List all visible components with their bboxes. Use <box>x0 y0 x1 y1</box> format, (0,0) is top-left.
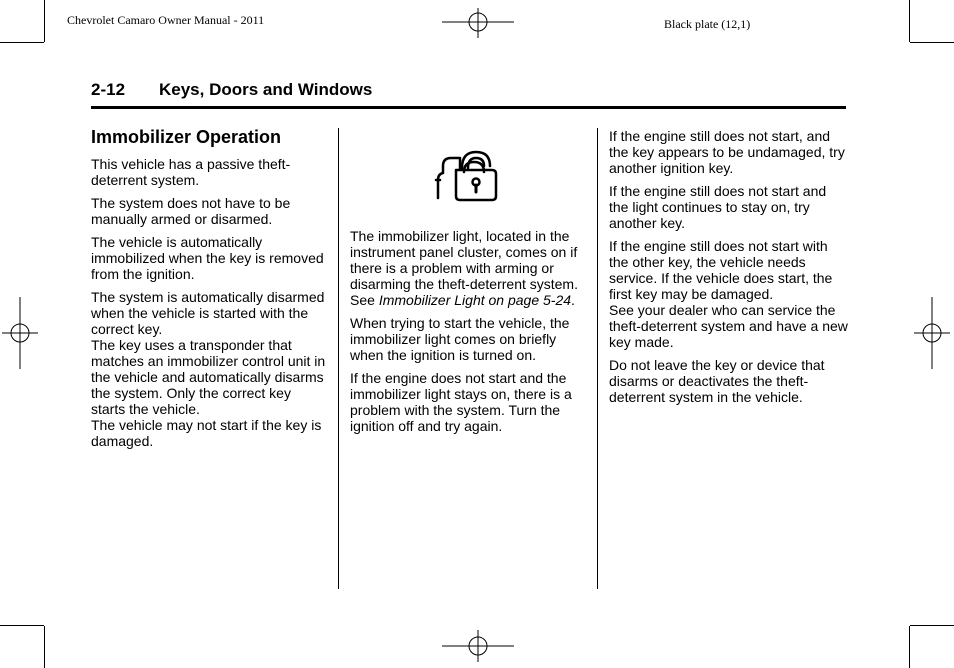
immobilizer-light-icon <box>434 148 500 202</box>
paragraph-part: The key uses a transponder that matches an immobilizer control unit in the vehicle and automatically disarms the system. Only the correct key starts the vehicle. <box>91 337 326 417</box>
paragraph: Do not leave the key or device that disarms or deactivates the theft-deterrent system in the vehicle. <box>609 357 825 405</box>
crop-mark-tr-h <box>910 42 954 43</box>
registration-mark-right <box>914 297 950 369</box>
registration-mark-left <box>2 297 38 369</box>
manual-title: Chevrolet Camaro Owner Manual - 2011 <box>67 13 265 27</box>
paragraph-text: The immobilizer light, located in the instrument panel cluster, comes on if there is a problem with arming or disarming the theft-deterrent system. See <box>350 228 578 308</box>
paragraph <box>350 228 586 308</box>
paragraph: If the engine does not start and the immobilizer light stays on, there is a problem with the system. Turn the ignition off and try again. <box>350 370 572 434</box>
paragraph-part: If the engine still does not start with the other key, the vehicle needs service. If the vehicle does start, the first key may be damaged. <box>609 238 833 302</box>
column-2 <box>350 130 586 441</box>
crop-mark-bl-v <box>44 626 45 668</box>
paragraph: The system does not have to be manually armed or disarmed. <box>91 195 291 227</box>
paragraph: The vehicle is automatically immobilized when the key is removed from the ignition. <box>91 234 324 282</box>
registration-mark-bottom <box>442 630 514 662</box>
crop-mark-br-h <box>910 625 954 626</box>
column-divider-1 <box>338 128 339 589</box>
paragraph: If the engine still does not start, and the key appears to be undamaged, try another ignition key. <box>609 128 845 176</box>
column-3 <box>609 128 849 412</box>
section-number: 2-12 <box>91 80 126 99</box>
paragraph-part: The system is automatically disarmed when the vehicle is started with the correct key. <box>91 289 325 337</box>
crop-mark-br-v <box>909 626 910 668</box>
crop-mark-bl-h <box>0 625 44 626</box>
paragraph: This vehicle has a passive theft-deterrent system. <box>91 156 291 188</box>
registration-mark-top <box>442 8 514 38</box>
crop-mark-tl-h <box>0 42 44 43</box>
icon-container <box>350 130 586 200</box>
plate-label: Black plate (12,1) <box>664 17 751 31</box>
paragraph <box>91 289 327 449</box>
crop-mark-tl-v <box>44 0 45 42</box>
page-heading: Immobilizer Operation <box>91 127 282 147</box>
paragraph-part: The vehicle may not start if the key is damaged. <box>91 417 322 449</box>
paragraph <box>609 238 849 350</box>
column-divider-2 <box>597 128 598 589</box>
section-title: Keys, Doors and Windows <box>159 80 373 99</box>
section-header <box>91 80 846 109</box>
paragraph-end: . <box>571 292 575 308</box>
paragraph: When trying to start the vehicle, the immobilizer light comes on briefly when the ignition is turned on. <box>350 315 570 363</box>
crop-mark-tr-v <box>909 0 910 42</box>
cross-reference-link[interactable]: Immobilizer Light on page 5-24 <box>378 292 572 308</box>
paragraph: If the engine still does not start and the light continues to stay on, try another key. <box>609 183 827 231</box>
paragraph-part: See your dealer who can service the theft-deterrent system and have a new key made. <box>609 302 848 350</box>
column-1 <box>91 126 327 456</box>
